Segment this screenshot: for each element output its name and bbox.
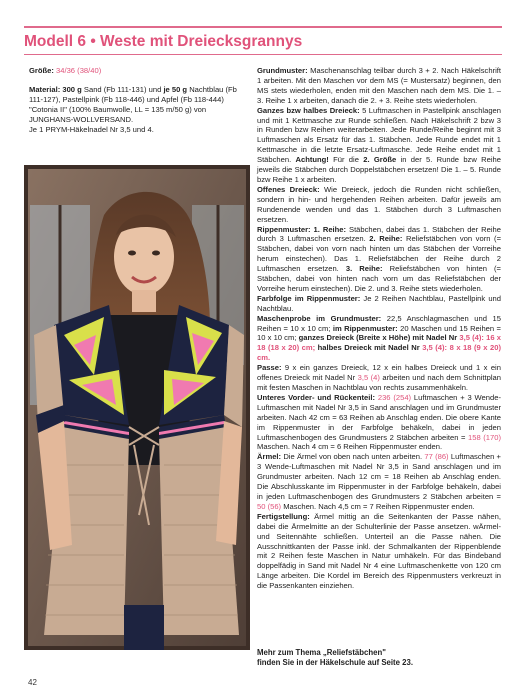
dreieck-label: Ganzes bzw halbes Dreieck: [257,105,360,115]
reference-note-line-1: Mehr zum Thema „Reliefstäbchen" [257,648,386,657]
passe-paragraph [257,363,501,393]
aermel-text: Die Ärmel von oben nach unten arbeiten. [283,452,423,462]
maschenprobe-text-1: 22,5 Anschlagmaschen und 15 Reihen = 10 x 10 cm; [257,313,501,333]
aermel-maschen: 77 [424,452,433,462]
offenes-dreieck-text: Wie Dreieck, jedoch die Runden nicht schließen, sondern in hin- und hergehenden Reihen arbeiten. Dafür jeweils am Rundenende wenden und das 1. Stäbchen durch 3 Luftmaschen ersetzen. [257,184,501,224]
aermel-maschen-2b: (56) [267,501,282,511]
model-photo-illustration [24,165,250,650]
vorder-rueckenteil-maschen-b: (254) [393,392,412,402]
title-bar [24,26,502,56]
aermel-text-3: Maschen. Nach 4,5 cm = 7 Reihen Rippenmuster enden. [283,501,475,511]
rippenmuster-r3-label: 3. Reihe: [345,264,383,274]
offenes-dreieck-label: Offenes Dreieck: [257,184,320,194]
maschenprobe-paragraph [257,314,501,364]
maschenprobe-mass-1: 16 x 18 [257,333,501,353]
size-label: Größe: [29,66,54,75]
aermel-maschen-2: 50 [257,501,266,511]
aermel-maschen-b: (86) [435,452,449,462]
fertigstellung-paragraph [257,512,501,591]
maschenprobe-nadel-2: 3,5 [422,343,433,353]
passe-text-2: arbeiten und nach dem Schnittplan mit festen Maschen in Nachtblau von rechts zusammenhäkeln. [257,373,501,392]
farbfolge-text: Je 2 Reihen Nachtblau, Pastellpink und Nachtblau. [257,293,501,313]
reference-note [257,648,501,668]
maschenprobe-rippen-label: im Rippenmuster: [332,323,398,333]
vorder-rueckenteil-label: Unteres Vorder- und Rückenteil: [257,392,376,402]
model-photo [24,165,250,650]
aermel-label: Ärmel: [257,452,282,462]
material-paragraph [29,85,250,125]
dreieck-paragraph [257,106,501,185]
maschenprobe-nadel-1: 3,5 [459,333,470,343]
maschenprobe-ganzes-label: ganzes Dreieck (Breite x Höhe) mit Nadel Nr [298,333,458,343]
rippenmuster-r1-label: 1. Reihe: [313,224,347,234]
passe-nadel: 3,5 [357,373,369,383]
maschenprobe-halbes-label: halbes Dreieck mit Nadel Nr [317,343,420,353]
material-text-1: Sand (Fb 111-131) und [83,84,162,94]
aermel-paragraph [257,452,501,511]
vorder-rueckenteil-maschen-2: 158 [468,432,481,442]
material-amount: 300 g [62,84,82,94]
material-je: je 50 g [163,84,188,94]
vorder-rueckenteil-text: Luftmaschen + 3 Wende-Luftmaschen mit Nadel Nr 3,5 in Sand anschlagen und im Grundmuster arbeiten. Nach 42 cm = 63 Reihen ab Anschlag enden. Die obere Kante im Rippenmuster in der Farbfolge behäkeln, dabei in jeden Luftmaschenbogen des Grundmusters 2 Stäbchen arbeiten = [257,392,501,442]
dreieck-groesse: 2. Größe [363,155,397,165]
achtung-label: Achtung! [295,155,329,165]
rippenmuster-paragraph [257,225,501,294]
material-label: Material: [29,84,61,94]
dreieck-text-4: in der 5. Runde bzw Reihe jeweils die Stäbchen durch Doppelstäbchen ersetzen! Die 1. – 5. Runde bzw Reihe 1 x arbeiten. [257,155,501,184]
rippenmuster-r2-label: 2. Reihe: [369,234,403,244]
offenes-dreieck-paragraph [257,185,501,225]
maschenprobe-mass-2: 8 x 18 [449,343,472,353]
vorder-rueckenteil-maschen: 236 [377,392,391,402]
instructions-column [257,66,501,591]
maschenprobe-nadel-2b: (4): [435,343,448,353]
fertigstellung-text: Ärmel mittig an die Seitenkanten der Passe nähen, dabei die Ärmelmitte an der Schulterlinie der Passe ansetzen. wÄrmel- und Seitennähte schließen. Unterteil an die Passe nähen. Die Ausschnittkanten der Passe inkl. der Schmalkanten der Rippenblende mit 2 Reihen feste Maschen in Natur umhäkeln. Für das Bindeband doppelfädig in Sand mit Nadel Nr 4 eine Luftmaschenkette von 120 cm Länge arbeiten. Die Kordel im Bereich des Rippenmusters verkreuzt in die Passenkanten einziehen. [257,511,501,591]
passe-text: 9 x ein ganzes Dreieck, 12 x ein halbes Dreieck und 1 x ein offenes Dreieck mit Nadel Nr [257,363,501,383]
vorder-rueckenteil-paragraph [257,393,501,452]
grundmuster-paragraph [257,66,501,106]
aermel-text-2: Luftmaschen + 3 Wende-Luftmaschen mit Nadel Nr 3,5 in Sand anschlagen und im Grundmuster arbeiten. Nach 12 cm = 18 Reihen ab Anschlag enden. Die Abschlusskante im Rippenmuster in der Farbfolge behäkeln, dabei in jeden Luftmaschenbogen des Grundmusters 2 Stäbchen arbeiten = [257,452,501,501]
vorder-rueckenteil-text-2: Maschen. Nach 4 cm = 6 Reihen Rippenmuster enden. [257,442,443,452]
needle-line: Je 1 PRYM-Häkelnadel Nr 3,5 und 4. [29,124,154,134]
size-line [29,66,250,76]
title-rule [24,54,502,55]
maschenprobe-nadel-1b: (4): [472,333,484,343]
size-value-2: (38/40) [77,66,102,75]
farbfolge-paragraph [257,294,501,314]
page-number: 42 [28,678,37,687]
fertigstellung-label: Fertigstellung: [257,511,310,521]
grundmuster-text: Maschenanschlag teilbar durch 3 + 2. Nach Häkelschrift 1 arbeiten. Mit den Maschen vor dem MS (= Mustersatz) beginnen, den MS stets wiederholen, enden mit den Maschen nach dem MS. Die 1. – 3. Reihe 1 x arbeiten, danach die 2. + 3. Reihe stets wiederholen. [257,66,501,105]
material-text-2: Nachtblau (Fb 111-127), Pastellpink (Fb 118-446) und Apfel (Fb 118-444) "Cotonia II" (100% Baumwolle, LL = 135 m/50 g) von JUNGHANS-WOLLVERSAND. [29,84,237,124]
reference-note-line-2: finden Sie in der Häkelschule auf Seite 23. [257,658,413,667]
rippenmuster-r3-text: Reliefstäbchen von hinten (= Stäbchen, dabei von hinten nach vorn um das Reliefstäbchen der Vorreihe herum einstechen). Die 2. und 3. Reihe stets wiederholen. [257,264,501,293]
materials-column [29,66,250,134]
farbfolge-label: Farbfolge im Rippenmuster: [257,293,361,303]
grundmuster-label: Grundmuster: [257,66,308,75]
maschenprobe-mass-1b: (18 x 20) cm; [267,343,316,353]
rippenmuster-label: Rippenmuster: [257,224,311,234]
passe-label: Passe: [257,363,282,373]
vorder-rueckenteil-maschen-2b: (170) [483,432,501,442]
dreieck-text-2: Für die [333,155,359,165]
page-title: Modell 6 • Weste mit Dreiecksgrannys [24,33,303,50]
rippenmuster-r2-text: Reliefstäbchen von vorn (= Stäbchen, dabei von vorn nach hinten um das Stäbchen der Vorreihe herum einstechen). Das 1. Reliefstäbchen der Reihe durch 2 Luftmaschen ersetzen. [257,234,502,274]
dreieck-text: 5 Luftmaschen in Pastellpink anschlagen und mit 1 Kettmasche zur Runde schließen. Nach Häkelschrift 2 bzw 3 in Runden bzw Reihen weiterarbeiten. Jede Runde/Reihe beginnt mit 3 Luftmaschen als Ersatz für das 1. Stäbchen. Jede Runde endet mit 1 Kettmasche in die letzte Ersatz-Luftmasche. Jede Reihe endet mit 1 Stäbchen. [257,105,501,165]
rippenmuster-r1-text: Stäbchen, dabei das 1. Stäbchen der Reihe durch 3 Luftmaschen ersetzen. [257,224,501,244]
passe-nadel-b: (4) [370,373,380,383]
maschenprobe-mass-2b: (9 x 20) cm. [257,343,501,363]
size-value-1: 34/36 [56,66,76,75]
maschenprobe-text-2: 20 Maschen und 15 Reihen = 10 x 10 cm; [257,323,501,343]
maschenprobe-label: Maschenprobe im Grundmuster: [257,313,382,323]
